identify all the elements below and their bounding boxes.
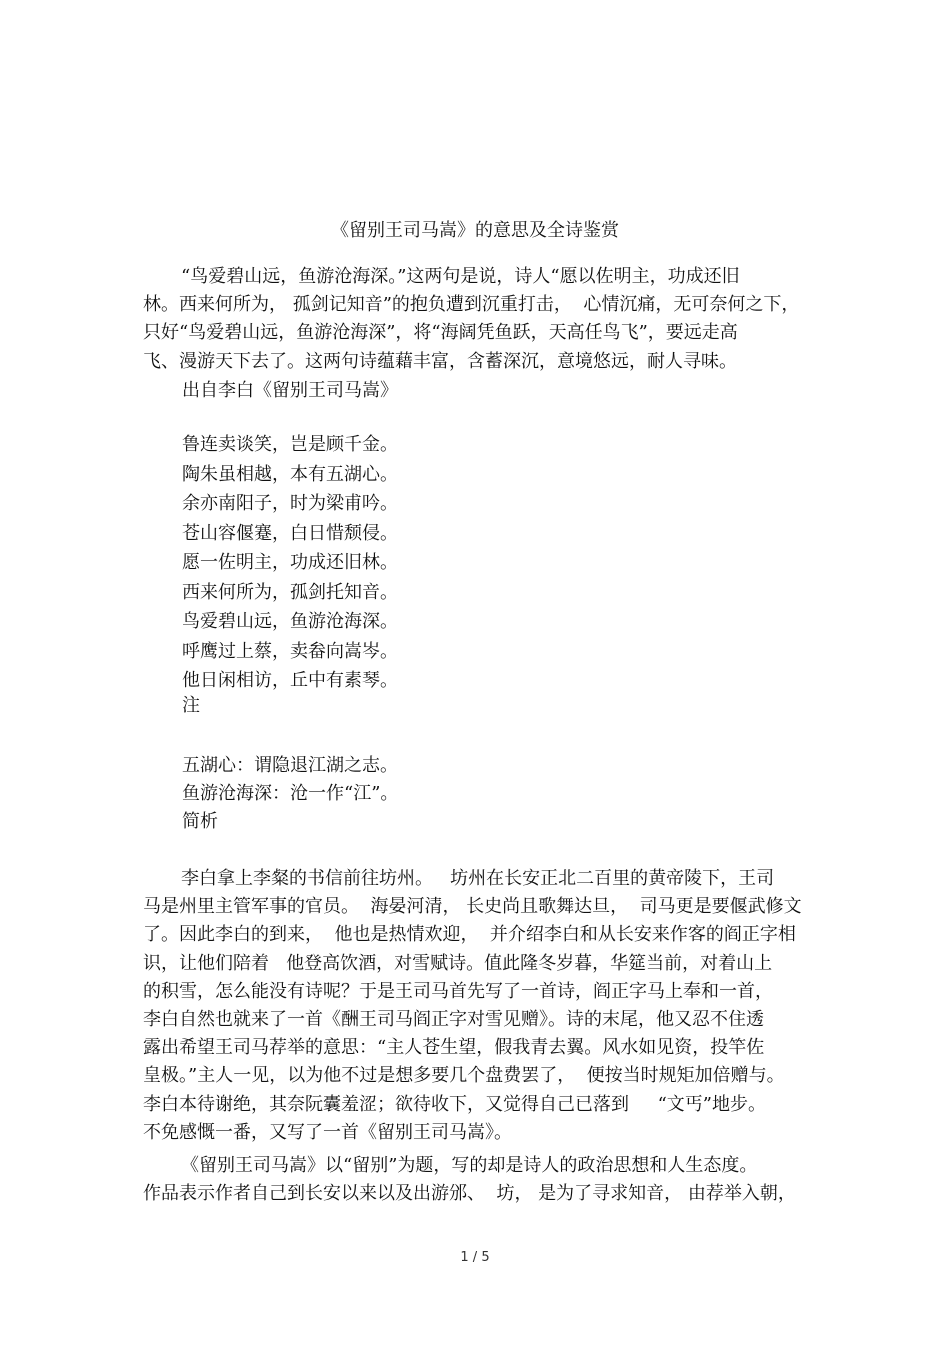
text-line: 了。因此李白的到来， 他也是热情欢迎， 并介绍李白和从长安来作客的阎正字相 [143,924,796,946]
text-line: 李白拿上李粲的书信前往坊州。 坊州在长安正北二百里的黄帝陵下，王司 [181,868,775,889]
text-line: 识，让他们陪着 他登高饮酒，对雪赋诗。值此隆冬岁暮，华筵当前，对着山上 [143,952,773,974]
closing-paragraph [143,1152,808,1208]
page-indicator: 1 / 5 [460,1250,490,1265]
note-item: 五湖心：谓隐退江湖之志。 [182,755,398,776]
poem-line: 鸟爱碧山远，鱼游沧海深。 [182,611,398,632]
poem [182,430,398,696]
text-line: 林。西来何所为， 孤剑记知音”的抱负遭到沉重打击， 心情沉痛，无可奈何之下， [143,294,800,316]
text-line: 李白本待谢绝，其奈阮囊羞涩；欲待收下，又觉得自己已落到 “文丐”地步。 [143,1093,767,1115]
text-line: 露出希望王司马荐举的意思：“主人苍生望，假我青去翼。风水如见资，投竿佐 [143,1037,765,1059]
text-line: 李白自然也就来了一首《酬王司马阎正字对雪见赠》。诗的末尾，他又忍不住透 [143,1009,764,1031]
source-line: 出自李白《留别王司马嵩》 [182,380,398,401]
analysis-heading: 简析 [182,811,218,832]
page-title: 《留别王司马嵩》的意思及全诗鉴赏 [331,220,619,241]
text-line: 《留别王司马嵩》以“留别”为题，写的却是诗人的政治思想和人生态度。 [181,1155,758,1176]
poem-line: 西来何所为，孤剑托知音。 [182,581,398,603]
poem-line: 呼鹰过上蔡，卖畚向嵩岑。 [182,640,398,662]
analysis-paragraph [143,865,808,1147]
text-line: 作品表示作者自己到长安以来以及出游邠、 坊， 是为了寻求知音， 由荐举入朝， [143,1183,796,1205]
poem-line: 愿一佐明主，功成还旧林。 [182,552,398,573]
poem-line: 余亦南阳子，时为梁甫吟。 [182,493,398,514]
poem-line: 苍山容偃蹇，白日惜颓侵。 [182,522,398,544]
poem-line: 陶朱虽相越，本有五湖心。 [182,463,398,485]
text-line: 的积雪，怎么能没有诗呢？于是王司马首先写了一首诗，阎正字马上奉和一首， [143,980,773,1002]
notes-heading: 注 [182,695,200,716]
text-line: 只好“鸟爱碧山远，鱼游沧海深”，将“海阔凭鱼跃，天高任鸟飞”，要远走高 [143,322,738,344]
notes-list [182,752,398,808]
poem-line: 鲁连卖谈笑，岂是顾千金。 [182,434,398,455]
note-item: 鱼游沧海深：沧一作“江”。 [182,783,399,804]
text-line: “鸟爱碧山远，鱼游沧海深。”这两句是说，诗人“愿以佐明主，功成还旧 [181,266,740,287]
text-line: 不免感慨一番，又写了一首《留别王司马嵩》。 [143,1121,512,1143]
intro-paragraph [143,263,808,376]
text-line: 皇极。”主人一见，以为他不过是想多要几个盘费罢了， 便按当时规矩加倍赠与。 [143,1065,785,1087]
poem-line: 他日闲相访，丘中有素琴。 [182,670,398,691]
text-line: 飞、漫游天下去了。这两句诗蕴藉丰富，含蓄深沉，意境悠远，耐人寻味。 [143,350,737,372]
text-line: 马是州里主管军事的官员。 海晏河清， 长史尚且歌舞达旦， 司马更是要偃武修文 [143,896,802,918]
